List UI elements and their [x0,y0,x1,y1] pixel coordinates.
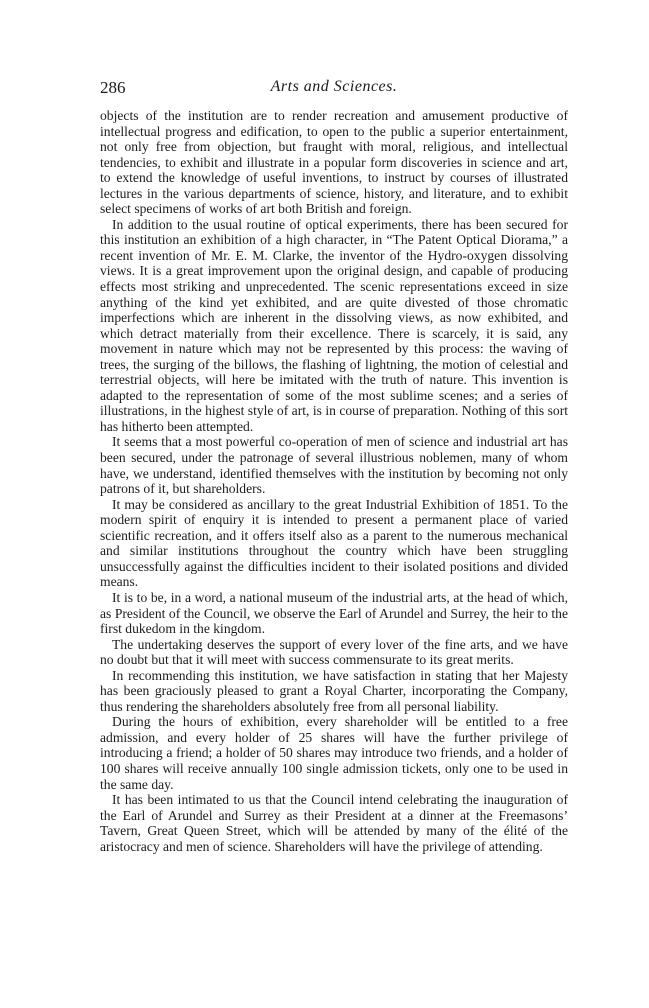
paragraph-8: During the hours of exhibition, every shareholder will be entitled to a free admission, and every holder of 25 shares will have the further privilege of introducing a friend; a holder of 50 shares may introduce two friends, and a holder of 100 shares will receive annually 100 single admission tickets, only one to be used in the same day. [100,714,568,792]
paragraph-9: It has been intimated to us that the Council intend celebrating the inauguration of the Earl of Arundel and Surrey as their President at a dinner at the Freemasons’ Tavern, Great Queen Street, which will be attended by many of the élité of the aristocracy and men of science. Shareholders will have the privilege of attending. [100,792,568,854]
paragraph-6: The undertaking deserves the support of every lover of the fine arts, and we have no doubt but that it will meet with success commensurate to its great merits. [100,636,568,668]
paragraph-2: In addition to the usual routine of optical experiments, there has been secured for this institution an exhibition of a high character, in “The Patent Optical Diorama,” a recent invention of Mr. E. M. Clarke, the inventor of the Hydro-oxygen dissolving views. It is a great improvement upon the original design, and capable of producing effects most striking and unprecedented. The scenic representations exceed in size anything of the kind yet exhibited, and are quite divested of those chromatic imperfections which are inherent in the dissolving views, as now exhibited, and which detract materially from their excellence. There is scarcely, it is said, any movement in nature which may not be represented by this process: the waving of trees, the surging of the billows, the flashing of lightning, the motion of celestial and terrestrial objects, will here be imitated with the truth of nature. This invention is adapted to the representation of some of the most sublime scenes; and a series of illustrations, in the highest style of art, is in course of preparation. Nothing of this sort has hitherto been attempted. [100,216,568,434]
page-number: 286 [100,78,126,97]
paragraph-5: It is to be, in a word, a national museum of the industrial arts, at the head of which, as President of the Council, we observe the Earl of Arundel and Surrey, the heir to the first dukedom in the kingdom. [100,589,568,637]
article-body [100,108,568,854]
paragraph-7: In recommending this institution, we have satisfaction in stating that her Majesty has been graciously pleased to grant a Royal Charter, incorporating the Company, thus rendering the shareholders absolutely free from all personal liability. [100,667,568,714]
document-page [100,78,568,854]
running-head [100,78,568,100]
paragraph-1: objects of the institution are to render recreation and amusement productive of intellectual progress and edification, to open to the public a superior entertainment, not only free from objection, but fraught with moral, religious, and intellectual tendencies, to exhibit and illustrate in a popular form discoveries in science and art, to extend the knowledge of useful inventions, to instruct by courses of illustrated lectures in the various departments of science, history, and literature, and to exhibit select specimens of works of art both British and foreign. [100,108,568,217]
paragraph-4: It may be considered as ancillary to the great Industrial Exhibition of 1851. To the modern spirit of enquiry it is intended to present a permanent place of varied scientific recreation, and it offers itself also as a parent to the numerous mechanical and similar institutions throughout the country which have been struggling unsuccessfully against the difficulties incident to their isolated positions and divided means. [100,496,568,590]
paragraph-3: It seems that a most powerful co-operation of men of science and industrial art has been secured, under the patronage of several illustrious noblemen, many of whom have, we understand, identified themselves with the institution by becoming not only patrons of it, but shareholders. [100,434,568,497]
running-title: Arts and Sciences. [270,78,398,95]
